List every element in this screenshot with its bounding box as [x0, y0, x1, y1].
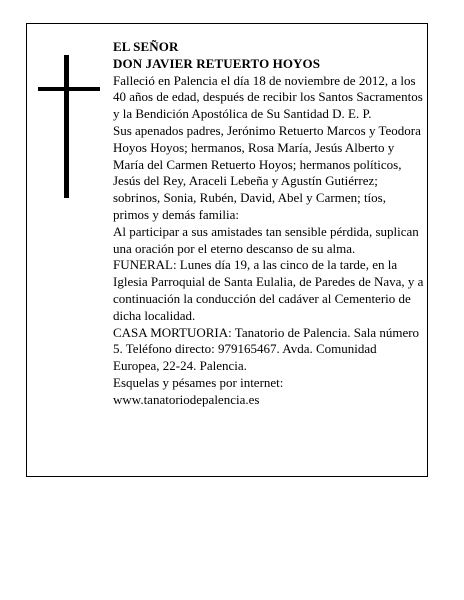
deceased-name: DON JAVIER RETUERTO HOYOS: [113, 55, 321, 71]
family-list: Sus apenados padres, Jerónimo Retuerto Marcos y Teodora Hoyos Hoyos; hermanos, Rosa María, Jesús Alberto y María del Carmen Retuerto Hoyos; hermanos políticos, Jesús del Rey, Araceli Lebeña y Agustín Gutiérrez; sobrinos, Sonia, Rubén, David, Abel y Carmen; tíos, primos y demás familia:: [113, 122, 421, 222]
cross-vertical-bar: [64, 55, 69, 198]
latin-cross-icon: [38, 55, 100, 198]
online-condolences: Esquelas y pésames por internet: www.tanatoriodepalencia.es: [113, 374, 284, 407]
deceased-title: EL SEÑOR: [113, 39, 179, 54]
cross-horizontal-bar: [38, 87, 100, 91]
death-announcement: Falleció en Palencia el día 18 de noviembre de 2012, a los 40 años de edad, después de recibir los Santos Sacramentos y la Bendición Apostólica de Su Santidad D. E. P.: [113, 72, 423, 122]
obituary-text: [113, 39, 425, 409]
funeral-home-details: CASA MORTUORIA: Tanatorio de Palencia. Sala número 5. Teléfono directo: 979165467. Avda. Comunidad Europea, 22-24. Palencia.: [113, 324, 420, 374]
prayer-request: Al participar a sus amistades tan sensible pérdida, suplican una oración por el eterno descanso de su alma.: [113, 223, 419, 256]
funeral-details: FUNERAL: Lunes día 19, a las cinco de la tarde, en la Iglesia Parroquial de Santa Eulalia, de Paredes de Nava, y a continuación la conducción del cadáver al Cementerio de dicha localidad.: [113, 257, 424, 323]
